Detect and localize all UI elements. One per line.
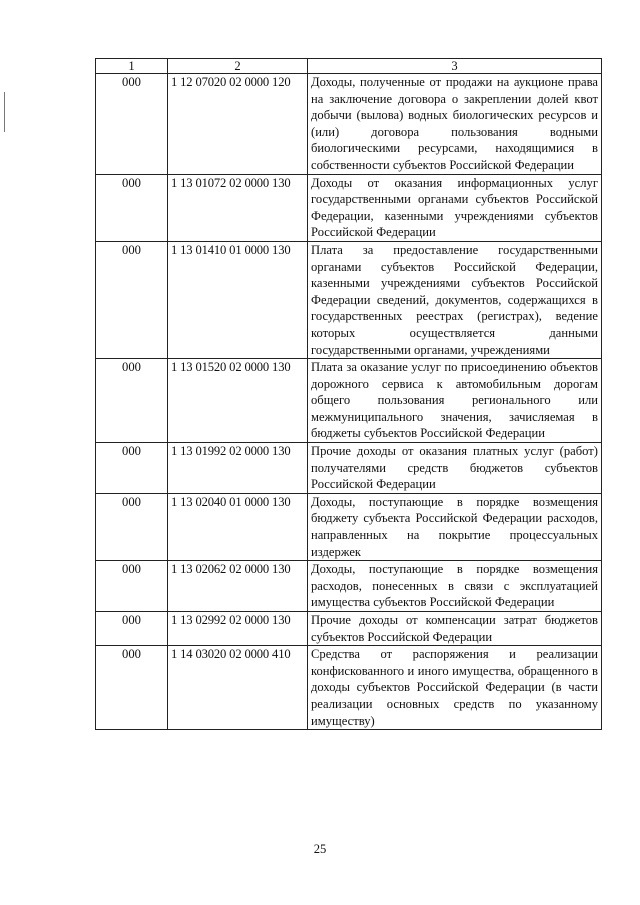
table-row [96,174,602,241]
table-row [96,493,602,560]
admin-code-cell: 000 [96,612,168,646]
admin-code-cell: 000 [96,443,168,494]
budget-code-cell: 1 14 03020 02 0000 410 [168,646,308,730]
budget-code-cell: 1 13 01410 01 0000 130 [168,241,308,358]
header-cell-2: 2 [168,59,308,74]
admin-code-cell: 000 [96,493,168,560]
admin-code-cell: 000 [96,174,168,241]
budget-code-cell: 1 13 01072 02 0000 130 [168,174,308,241]
description-cell: Прочие доходы от оказания платных услуг (работ) получателями средств бюджетов субъектов Российской Федерации [308,443,602,494]
budget-code-cell: 1 13 02992 02 0000 130 [168,612,308,646]
admin-code-cell: 000 [96,241,168,358]
table-row [96,359,602,443]
scan-margin-mark [4,92,5,132]
budget-code-cell: 1 13 01520 02 0000 130 [168,359,308,443]
table-row [96,646,602,730]
description-cell: Средства от распоряжения и реализации конфискованного и иного имущества, обращенного в доходы субъектов Российской Федерации (в части реализации основных средств по указанному имуществу) [308,646,602,730]
description-cell: Доходы, поступающие в порядке возмещения бюджету субъекта Российской Федерации расходов, направленных на покрытие процессуальных издержек [308,493,602,560]
header-cell-1: 1 [96,59,168,74]
header-cell-3: 3 [308,59,602,74]
table-row [96,612,602,646]
table-row [96,443,602,494]
table-row [96,74,602,175]
description-cell: Доходы от оказания информационных услуг государственными органами субъектов Российской Федерации, казенными учреждениями субъектов Российской Федерации [308,174,602,241]
table-row [96,241,602,358]
admin-code-cell: 000 [96,74,168,175]
budget-code-cell: 1 12 07020 02 0000 120 [168,74,308,175]
description-cell: Плата за предоставление государственными органами субъектов Российской Федерации, казенными учреждениями субъектов Российской Федерации сведений, документов, содержащихся в государственных реестрах (регистрах), ведение которых осуществляется данными государственными органами, учреждениями [308,241,602,358]
budget-code-cell: 1 13 02040 01 0000 130 [168,493,308,560]
admin-code-cell: 000 [96,561,168,612]
description-cell: Доходы, поступающие в порядке возмещения расходов, понесенных в связи с эксплуатацией имущества субъектов Российской Федерации [308,561,602,612]
revenue-codes-table [95,58,602,730]
admin-code-cell: 000 [96,646,168,730]
admin-code-cell: 000 [96,359,168,443]
description-cell: Доходы, полученные от продажи на аукционе права на заключение договора о закреплении долей квот добычи (вылова) водных биологических ресурсов и (или) договора пользования водными биологическими ресурсами, находящимися в собственности субъектов Российской Федерации [308,74,602,175]
description-cell: Прочие доходы от компенсации затрат бюджетов субъектов Российской Федерации [308,612,602,646]
budget-code-cell: 1 13 02062 02 0000 130 [168,561,308,612]
table-row [96,561,602,612]
table-header-row [96,59,602,74]
budget-code-cell: 1 13 01992 02 0000 130 [168,443,308,494]
page-number: 25 [313,842,327,856]
description-cell: Плата за оказание услуг по присоединению объектов дорожного сервиса к автомобильным дорогам общего пользования регионального или межмуниципального значения, зачисляемая в бюджеты субъектов Российской Федерации [308,359,602,443]
